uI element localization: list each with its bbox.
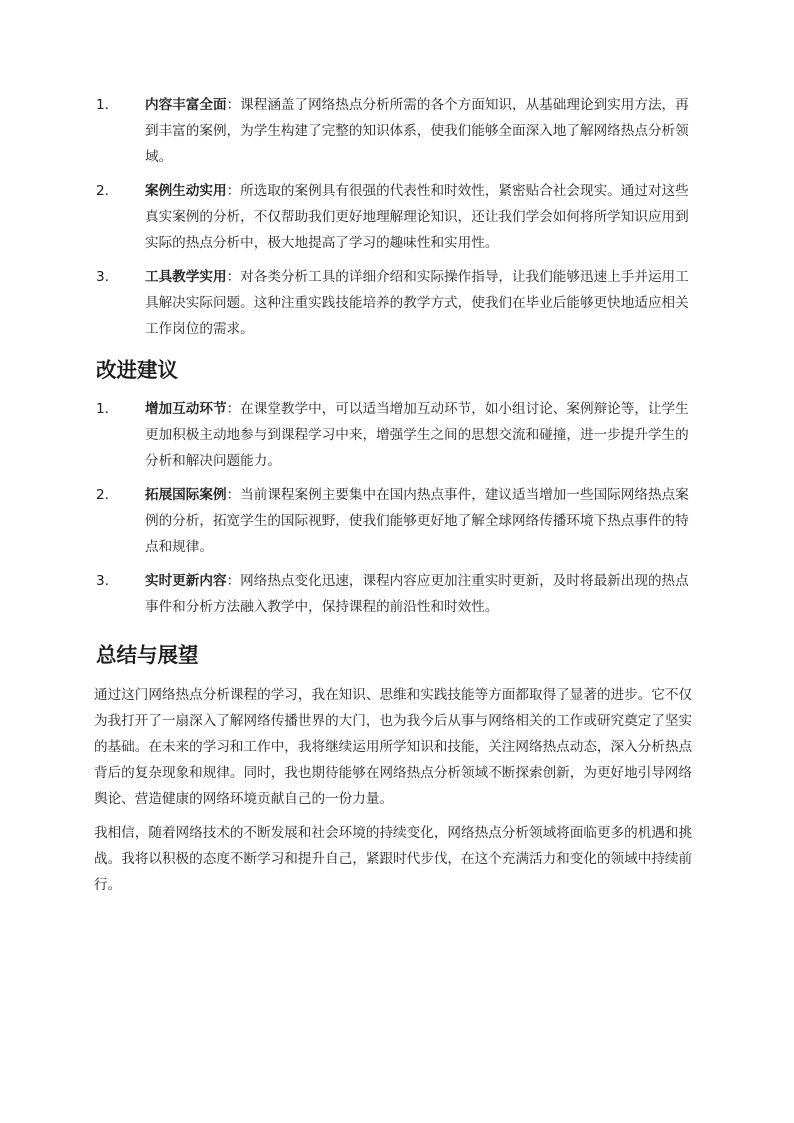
list-term: 内容丰富全面 bbox=[145, 97, 227, 113]
list-number: 2. bbox=[96, 183, 109, 199]
list-item bbox=[96, 264, 702, 342]
list-separator: ： bbox=[226, 183, 241, 199]
list-number: 3. bbox=[96, 573, 109, 589]
list-separator: ： bbox=[226, 401, 241, 417]
summary-paragraph: 通过这门网络热点分析课程的学习，我在知识、思维和实践技能等方面都取得了显著的进步。它不仅为我打开了一扇深入了解网络传播世界的大门，也为我今后从事与网络相关的工作或研究奠定了坚实的基础。在未来的学习和工作中，我将继续运用所学知识和技能，关注网络热点动态，深入分析热点背后的复杂现象和规律。同时，我也期待能够在网络热点分析领域不断探索创新，为更好地引导网络舆论、营造健康的网络环境贡献自己的一份力量。 bbox=[94, 687, 693, 807]
list-separator: ： bbox=[226, 269, 241, 285]
list-term: 工具教学实用 bbox=[145, 269, 227, 285]
list-text: 当前课程案例主要集中在国内热点事件，建议适当增加一些国际网络热点案例的分析，拓宽学生的国际视野，使我们能够更好地了解全球网络传播环境下热点事件的特点和规律。 bbox=[145, 487, 689, 555]
strengths-list bbox=[96, 92, 702, 342]
list-item bbox=[96, 92, 702, 170]
list-separator: ： bbox=[226, 97, 241, 113]
list-separator: ： bbox=[226, 487, 241, 503]
improvement-list bbox=[96, 396, 702, 620]
list-term: 增加互动环节 bbox=[145, 401, 227, 417]
list-text: 对各类分析工具的详细介绍和实际操作指导，让我们能够迅速上手并运用工具解决实际问题。这种注重实践技能培养的教学方式，使我们在毕业后能够更快地适应相关工作岗位的需求。 bbox=[145, 269, 689, 337]
list-item bbox=[96, 568, 702, 620]
list-text: 课程涵盖了网络热点分析所需的各个方面知识，从基础理论到实用方法，再到丰富的案例，为学生构建了完整的知识体系，使我们能够全面深入地了解网络热点分析领域。 bbox=[145, 97, 689, 165]
list-term: 案例生动实用 bbox=[145, 183, 227, 199]
list-item bbox=[96, 396, 702, 474]
list-item bbox=[96, 178, 702, 256]
document-page bbox=[96, 92, 702, 906]
list-number: 3. bbox=[96, 269, 109, 285]
list-number: 2. bbox=[96, 487, 109, 503]
list-term: 实时更新内容 bbox=[145, 573, 227, 589]
list-text: 所选取的案例具有很强的代表性和时效性，紧密贴合社会现实。通过对这些真实案例的分析，不仅帮助我们更好地理解理论知识，还让我们学会如何将所学知识应用到实际的热点分析中，极大地提高了学习的趣味性和实用性。 bbox=[145, 183, 689, 251]
list-text: 网络热点变化迅速，课程内容应更加注重实时更新，及时将最新出现的热点事件和分析方法融入教学中，保持课程的前沿性和时效性。 bbox=[145, 573, 689, 615]
list-number: 1. bbox=[96, 401, 109, 417]
list-separator: ： bbox=[226, 573, 241, 589]
summary-paragraph: 我相信，随着网络技术的不断发展和社会环境的持续变化，网络热点分析领域将面临更多的机遇和挑战。我将以积极的态度不断学习和提升自己，紧跟时代步伐，在这个充满活力和变化的领域中持续前行。 bbox=[94, 825, 693, 893]
list-text: 在课堂教学中，可以适当增加互动环节，如小组讨论、案例辩论等，让学生更加积极主动地参与到课程学习中来，增强学生之间的思想交流和碰撞，进一步提升学生的分析和解决问题能力。 bbox=[145, 401, 689, 469]
improvement-heading: 改进建议 bbox=[96, 358, 178, 382]
summary-heading: 总结与展望 bbox=[96, 643, 199, 667]
list-number: 1. bbox=[96, 97, 109, 113]
list-item bbox=[96, 482, 702, 560]
list-term: 拓展国际案例 bbox=[145, 487, 227, 503]
